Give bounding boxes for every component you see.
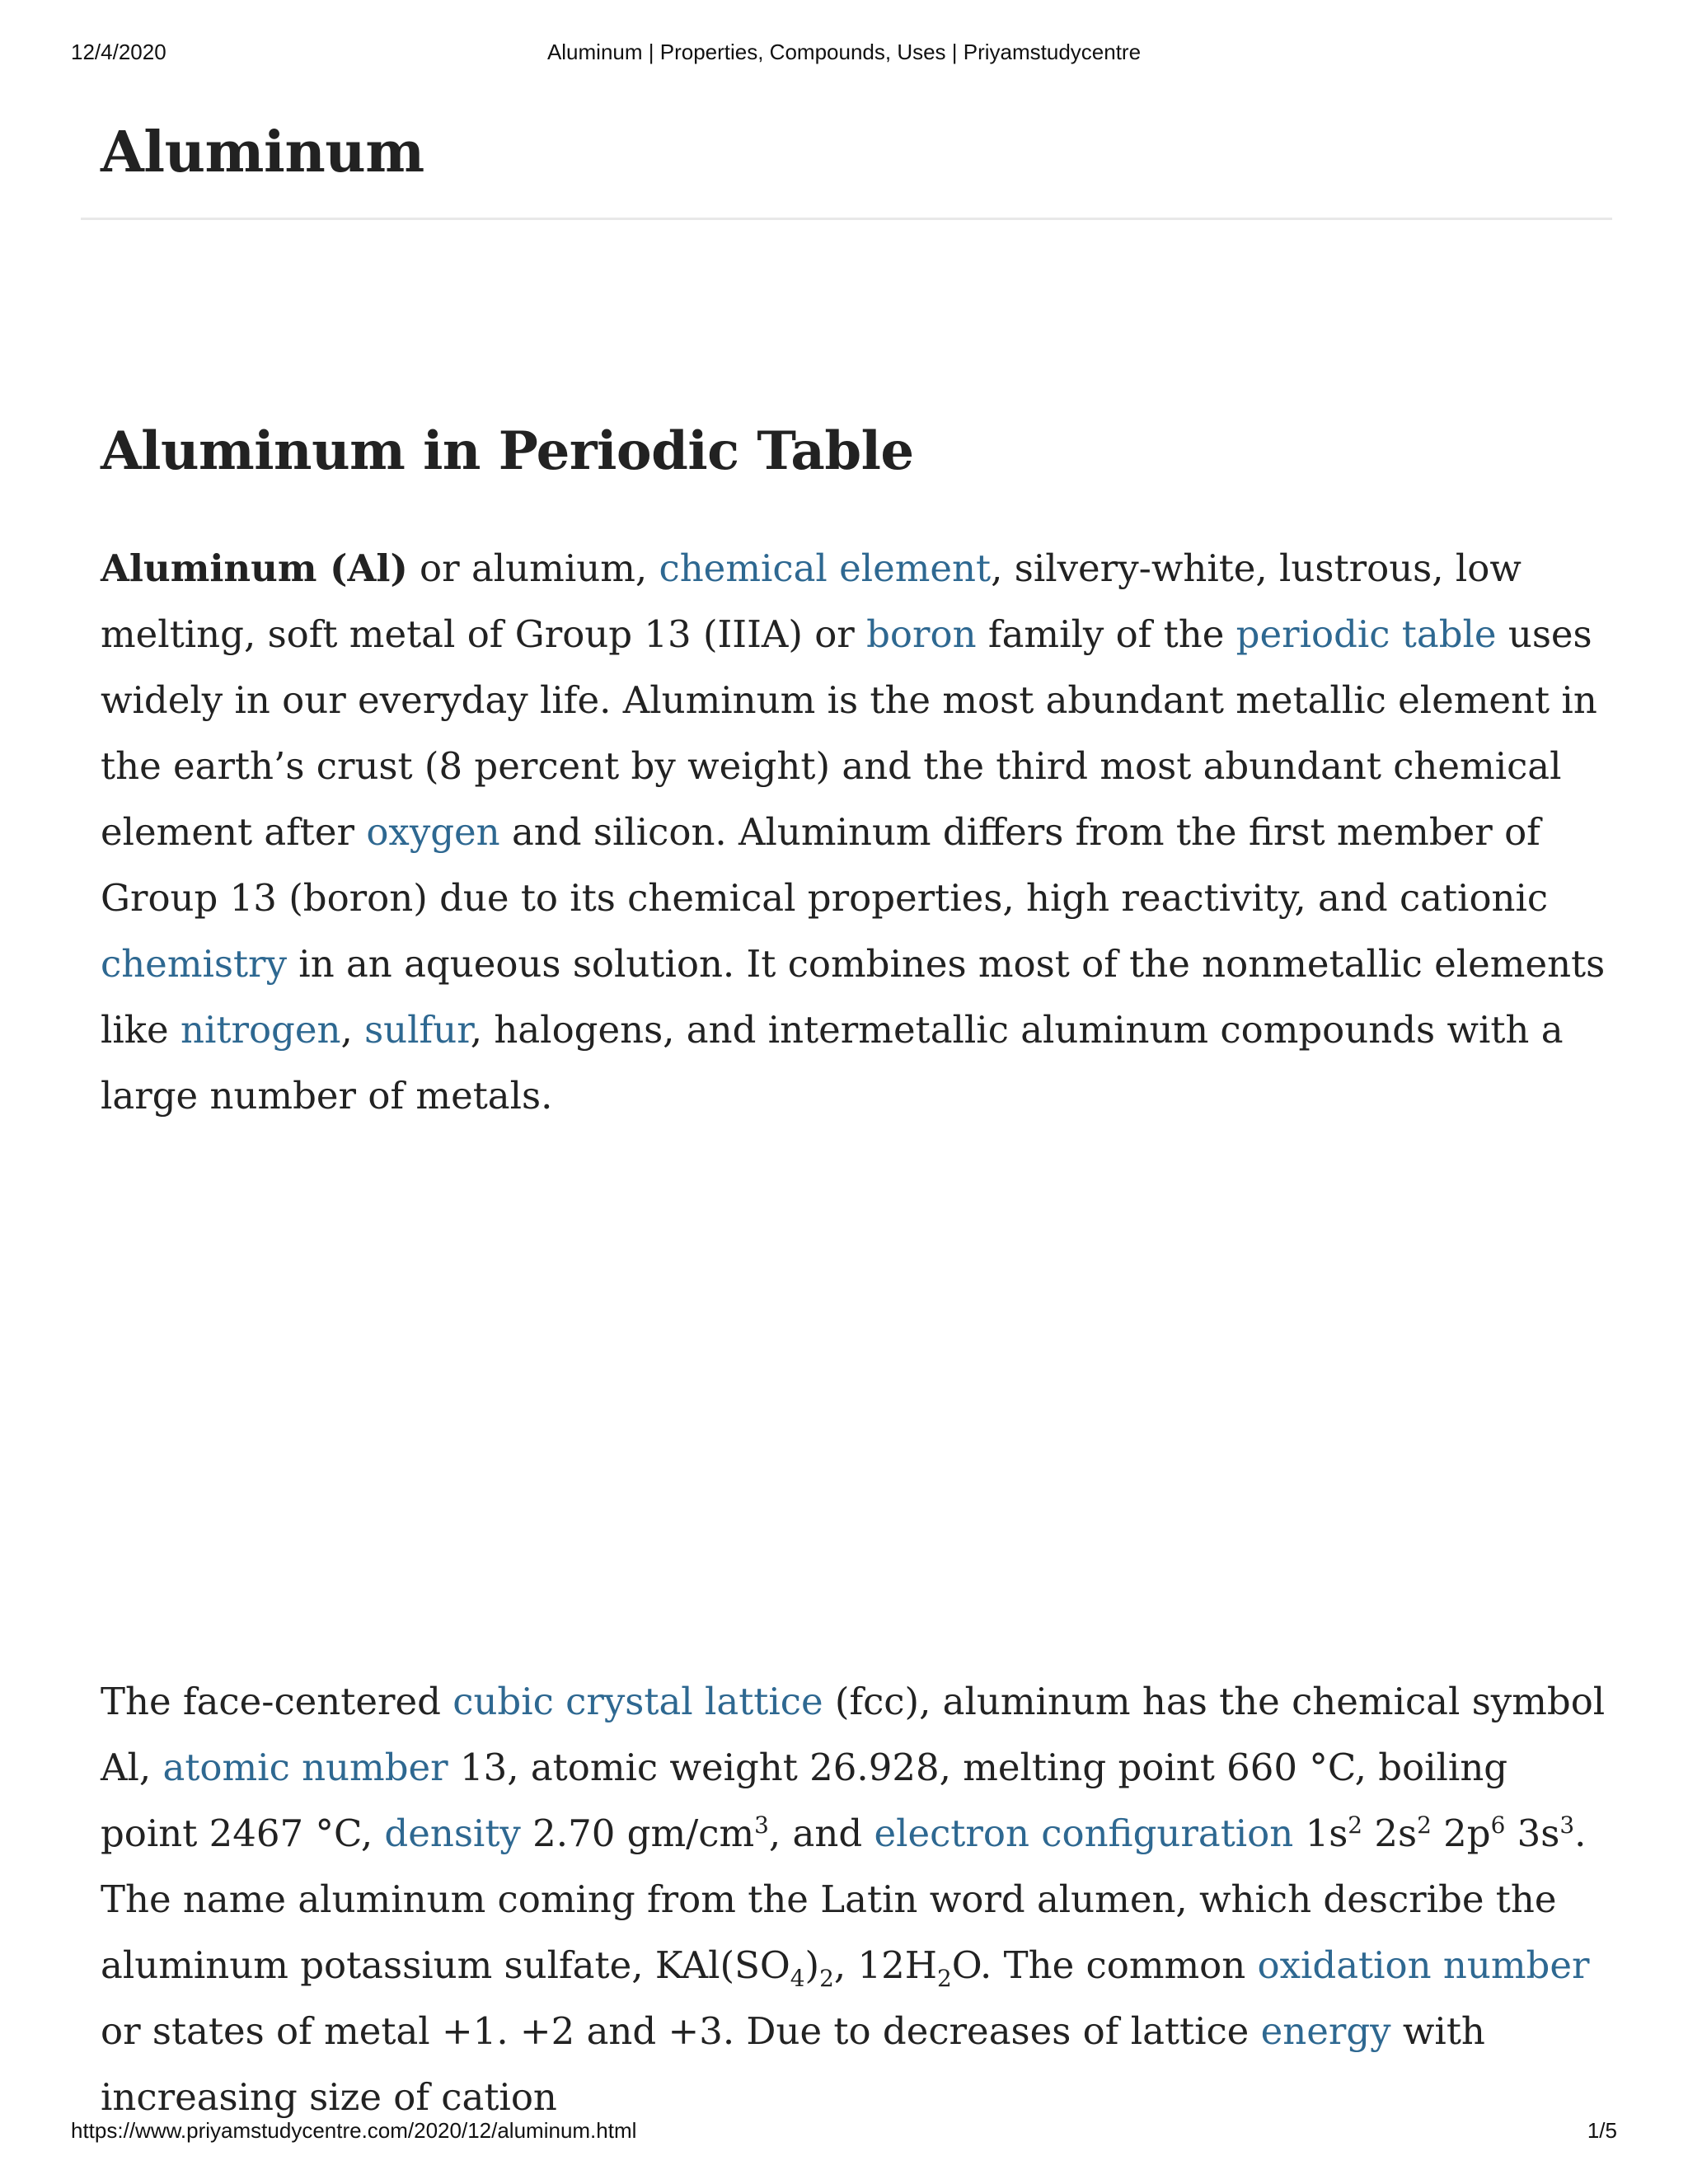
section-heading: Aluminum in Periodic Table [101,420,914,482]
text-run: ) [804,1943,820,1987]
text-run: family of the [976,612,1236,656]
print-footer [71,2118,1617,2146]
text-run: (fcc), aluminum has the chemical symbol Al, [101,1680,1606,1789]
text-run: or states of metal +1. +2 and +3. Due to decreases of lattice [101,2009,1261,2053]
superscript: 3 [754,1811,769,1839]
bold-lead: Aluminum (Al) [101,546,408,590]
link-sulfur[interactable]: sulfur [364,1008,471,1052]
text-run: 2.70 gm/cm [520,1811,755,1855]
text-run: 2p [1431,1811,1491,1855]
text-run: , 12H [833,1943,937,1987]
link-nitrogen[interactable]: nitrogen [181,1008,341,1052]
link-atomic-number[interactable]: atomic number [162,1746,448,1789]
link-cubic-crystal-lattice[interactable]: cubic crystal lattice [452,1680,823,1723]
page-number: 1/5 [1587,2118,1617,2143]
text-run: 2s [1362,1811,1418,1855]
subscript: 2 [819,1965,834,1992]
print-date: 12/4/2020 [71,40,166,64]
superscript: 3 [1559,1811,1575,1839]
text-run: and silicon. Aluminum differs from the first member of Group 13 (boron) due to its chemical properties, high reactivity, and cationic [101,810,1549,920]
text-run: , [340,1008,365,1052]
text-run: . The name aluminum coming from the Latin word alumen, which describe the aluminum potassium sulfate, KAl(SO [101,1811,1587,1987]
text-run: 1s [1293,1811,1348,1855]
text-run: or alumium, [407,546,659,590]
page-url: https://www.priyamstudycentre.com/2020/12/aluminum.html [71,2118,637,2143]
title-divider [81,218,1612,220]
link-electron-configuration[interactable]: electron configuration [874,1811,1294,1855]
superscript: 6 [1490,1811,1506,1839]
text-run: , and [768,1811,874,1855]
superscript: 2 [1348,1811,1363,1839]
text-run: in an aqueous solution. It combines most of the nonmetallic elements like [101,942,1606,1052]
subscript: 4 [790,1965,805,1992]
text-run: , halogens, and intermetallic aluminum compounds with a large number of metals. [101,1008,1564,1118]
text-run: 13, atomic weight 26.928, melting point 660 °C, boiling point 2467 °C, [101,1746,1508,1855]
link-chemical-element[interactable]: chemical element [659,546,992,590]
text-run: with increasing size of cation [101,2009,1485,2119]
print-page-title: Aluminum | Properties, Compounds, Uses | Priyamstudycentre [546,40,1142,64]
text-run: , silvery-white, lustrous, low melting, soft metal of Group 13 (IIIA) or [101,546,1522,656]
link-oxidation-number[interactable]: oxidation number [1257,1943,1590,1987]
text-run: O. The common [951,1943,1258,1987]
subscript: 2 [936,1965,952,1992]
text-run: The face-centered [101,1680,453,1723]
text-run: 3s [1505,1811,1560,1855]
link-periodic-table[interactable]: periodic table [1236,612,1497,656]
link-oxygen[interactable]: oxygen [366,810,500,854]
link-chemistry[interactable]: chemistry [101,942,287,986]
link-density[interactable]: density [384,1811,521,1855]
print-header [71,40,1617,68]
article-paragraph-2 [101,1669,1609,2130]
site-title[interactable]: Aluminum [101,120,424,185]
link-energy[interactable]: energy [1260,2009,1391,2053]
superscript: 2 [1417,1811,1432,1839]
text-run: uses widely in our everyday life. Aluminum is the most abundant metallic element in the earth’s crust (8 percent by weight) and the third most abundant chemical element after [101,612,1597,854]
link-boron[interactable]: boron [866,612,977,656]
article-paragraph-1 [101,536,1609,1129]
